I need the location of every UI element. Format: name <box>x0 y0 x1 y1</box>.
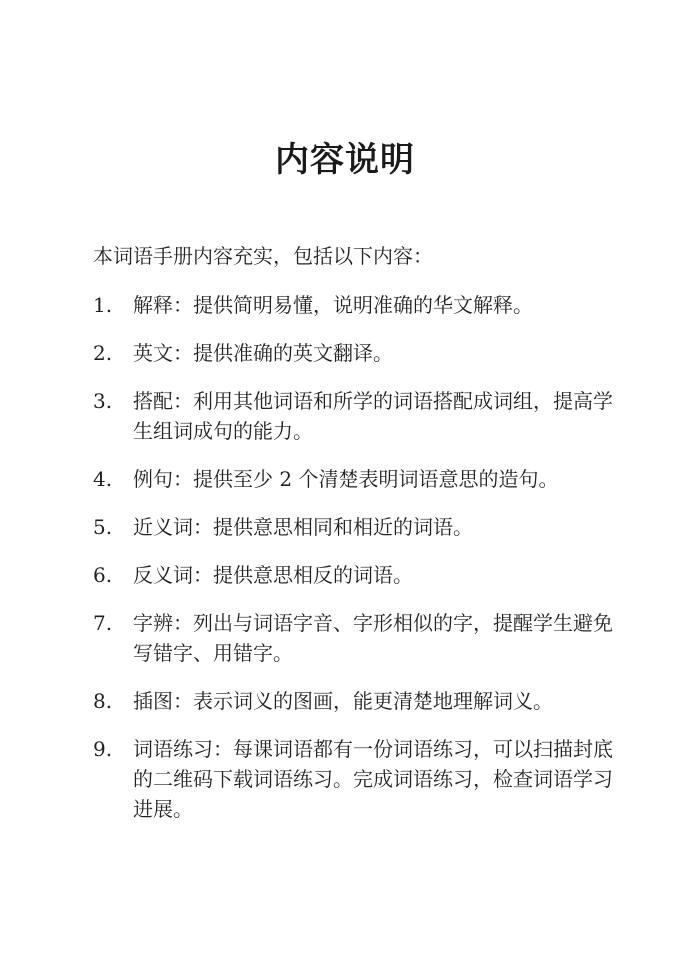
list-item-number: 2. <box>93 341 113 365</box>
list-item-text: 近义词：提供意思相同和相近的词语。 <box>133 515 473 539</box>
list-item <box>93 512 623 542</box>
list-item <box>93 608 623 668</box>
list-item <box>93 734 623 824</box>
list-item-number: 8. <box>93 689 113 713</box>
list-item <box>93 464 623 494</box>
list-item <box>93 686 623 716</box>
content-section <box>93 240 623 842</box>
list-item-number: 5. <box>93 515 113 539</box>
content-list <box>93 290 623 824</box>
list-item-number: 4. <box>93 467 113 491</box>
page-title: 内容说明 <box>275 140 415 180</box>
list-item-text: 英文：提供准确的英文翻译。 <box>133 341 393 365</box>
list-item-number: 1. <box>93 293 113 317</box>
list-item <box>93 560 623 590</box>
list-item-text: 词语练习：每课词语都有一份词语练习，可以扫描封底的二维码下载词语练习。完成词语练习，检查词语学习进展。 <box>133 737 613 821</box>
list-item-text: 反义词：提供意思相反的词语。 <box>133 563 413 587</box>
list-item-text: 字辨：列出与词语字音、字形相似的字，提醒学生避免写错字、用错字。 <box>133 611 613 665</box>
list-item-number: 9. <box>93 737 113 761</box>
list-item-text: 例句：提供至少 2 个清楚表明词语意思的造句。 <box>133 467 559 491</box>
list-item-text: 解释：提供简明易懂，说明准确的华文解释。 <box>133 293 533 317</box>
list-item-text: 搭配：利用其他词语和所学的词语搭配成词组，提高学生组词成句的能力。 <box>133 389 613 443</box>
list-item-number: 3. <box>93 389 113 413</box>
list-item-number: 7. <box>93 611 113 635</box>
list-item <box>93 338 623 368</box>
list-item-text: 插图：表示词义的图画，能更清楚地理解词义。 <box>133 689 553 713</box>
intro-text: 本词语手册内容充实，包括以下内容： <box>93 244 433 268</box>
list-item <box>93 386 623 446</box>
list-item <box>93 290 623 320</box>
list-item-number: 6. <box>93 563 113 587</box>
